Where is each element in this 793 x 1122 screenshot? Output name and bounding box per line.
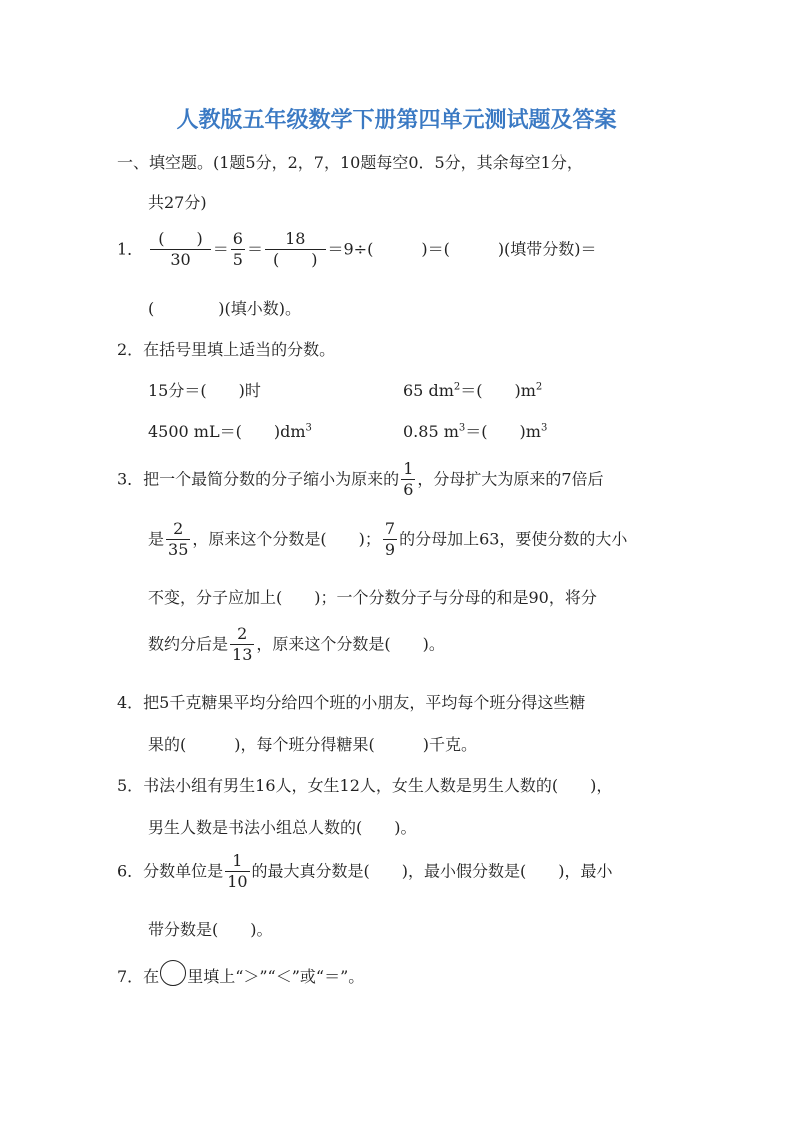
q2-text: ＝( )m	[460, 381, 536, 400]
equals-sign: ＝	[212, 239, 229, 259]
fraction	[383, 520, 397, 560]
q2-text: 0.85 m	[403, 422, 459, 441]
fraction-numerator: 7	[383, 520, 397, 540]
question-4: 4．把5千克糖果平均分给四个班的小朋友，平均每个班分得这些糖	[117, 693, 586, 712]
q3-text: ，原来这个分数是( )；	[192, 529, 381, 549]
question-5: 5．书法小组有男生16人，女生12人，女生人数是男生人数的( )，	[117, 776, 613, 795]
superscript: 3	[458, 422, 466, 434]
fraction	[230, 625, 254, 665]
superscript: 3	[540, 422, 548, 434]
question-6	[117, 852, 613, 892]
fraction	[150, 230, 211, 270]
q6-text: 的最大真分数是( )，最小假分数是( )，最小	[251, 861, 613, 881]
fraction-denominator: 9	[384, 540, 396, 560]
q2-item-b2	[403, 419, 547, 442]
question-number: 1．	[117, 239, 144, 259]
q2-item-a1: 15分＝( )时	[148, 381, 261, 400]
question-4-line2: 果的( )，每个班分得糖果( )千克。	[148, 735, 477, 754]
q3-text: 3．把一个最简分数的分子缩小为原来的	[117, 469, 400, 489]
q3-text: 数约分后是	[148, 634, 229, 654]
question-text: ＝9÷( )＝( )(填带分数)＝	[327, 239, 597, 259]
fraction	[401, 460, 415, 500]
circle-blank-icon[interactable]	[160, 960, 186, 986]
fraction-numerator: 2	[230, 625, 254, 645]
question-1	[117, 230, 597, 270]
question-3-line4	[148, 625, 445, 665]
fraction-numerator: 1	[225, 852, 249, 872]
q6-text: 6．分数单位是	[117, 861, 224, 881]
fraction-denominator: 6	[403, 480, 414, 500]
question-3	[117, 460, 604, 500]
question-3-line3: 不变，分子应加上( )；一个分数分子与分母的和是90，将分	[148, 588, 597, 607]
q7-text: 里填上“＞”“＜”或“＝”。	[187, 967, 365, 986]
question-3-line2	[148, 520, 627, 560]
q2-item-a2	[403, 378, 542, 401]
superscript: 3	[305, 422, 312, 434]
question-7	[117, 960, 364, 987]
section-heading: 一、填空题。(1题5分，2，7，10题每空0．5分，其余每空1分，	[117, 153, 583, 172]
question-2: 2．在括号里填上适当的分数。	[117, 340, 336, 359]
q3-text: 是	[148, 529, 165, 549]
fraction-numerator: 6	[231, 230, 245, 250]
fraction-denominator: 35	[168, 540, 189, 560]
fraction-numerator: ( )	[150, 230, 211, 250]
page-title: 人教版五年级数学下册第四单元测试题及答案	[176, 108, 617, 133]
q7-text: 7．在	[117, 967, 160, 986]
equals-sign: ＝	[246, 239, 263, 259]
superscript: 2	[453, 381, 461, 393]
q2-text: 4500 mL＝( )dm	[148, 422, 306, 441]
question-5-line2: 男生人数是书法小组总人数的( )。	[148, 818, 417, 837]
fraction-denominator: 30	[170, 250, 191, 270]
fraction-numerator: 2	[166, 520, 190, 540]
fraction	[166, 520, 190, 560]
fraction	[231, 230, 245, 270]
fraction	[265, 230, 326, 270]
question-6-line2: 带分数是( )。	[148, 920, 273, 939]
fraction-numerator: 18	[265, 230, 326, 250]
fraction-numerator: 1	[401, 460, 415, 480]
q2-text: ＝( )m	[465, 422, 541, 441]
q3-text: 的分母加上63，要使分数的大小	[399, 529, 628, 549]
fraction-denominator: ( )	[273, 250, 318, 270]
fraction-denominator: 5	[232, 250, 243, 270]
fraction-denominator: 10	[227, 872, 248, 892]
section-heading-cont: 共27分)	[148, 193, 207, 212]
superscript: 2	[535, 381, 543, 393]
q3-text: ，分母扩大为原来的7倍后	[417, 469, 604, 489]
fraction	[225, 852, 249, 892]
q2-item-b1	[148, 419, 312, 442]
q2-text: 65 dm	[403, 381, 454, 400]
fraction-denominator: 13	[232, 645, 253, 665]
q3-text: ，原来这个分数是( )。	[256, 634, 445, 654]
question-1-line2: ( )(填小数)。	[148, 299, 301, 318]
